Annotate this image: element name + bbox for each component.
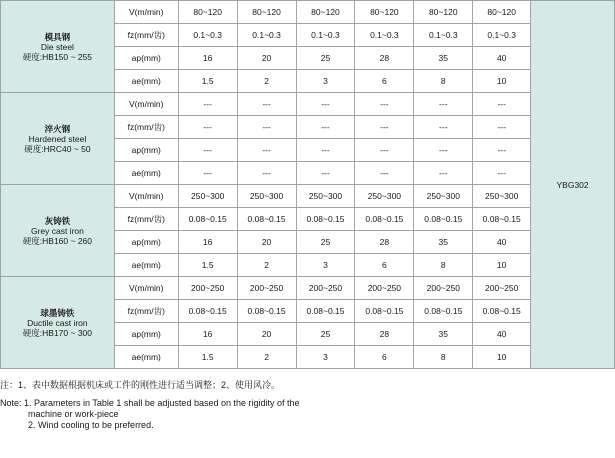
value-cell: 0.08~0.15: [414, 300, 473, 323]
value-cell: 28: [355, 47, 414, 70]
value-cell: 16: [178, 231, 237, 254]
parameter-label: V(m/min): [114, 185, 178, 208]
value-cell: ---: [296, 162, 355, 185]
value-cell: 0.08~0.15: [178, 300, 237, 323]
value-cell: 250~300: [473, 185, 531, 208]
material-name-cn: 灰铸铁: [44, 215, 71, 226]
value-cell: ---: [414, 116, 473, 139]
value-cell: 6: [355, 254, 414, 277]
value-cell: 80~120: [414, 1, 473, 24]
value-cell: 40: [473, 231, 531, 254]
table-body: [1, 1, 615, 369]
value-cell: 0.1~0.3: [414, 24, 473, 47]
parameter-label: V(m/min): [114, 1, 178, 24]
value-cell: 1.5: [178, 254, 237, 277]
value-cell: 200~250: [414, 277, 473, 300]
value-cell: 200~250: [355, 277, 414, 300]
value-cell: 250~300: [296, 185, 355, 208]
value-cell: 10: [473, 254, 531, 277]
value-cell: 3: [296, 346, 355, 369]
value-cell: ---: [296, 116, 355, 139]
material-cell: [1, 185, 115, 277]
value-cell: ---: [178, 93, 237, 116]
parameter-label: ap(mm): [114, 139, 178, 162]
table-row: [1, 93, 615, 116]
value-cell: ---: [178, 162, 237, 185]
value-cell: ---: [414, 139, 473, 162]
value-cell: 80~120: [355, 1, 414, 24]
material-hardness: 硬度:HB150 ~ 255: [22, 51, 93, 62]
value-cell: 0.1~0.3: [237, 24, 296, 47]
value-cell: ---: [473, 93, 531, 116]
value-cell: ---: [178, 116, 237, 139]
parameter-label: fz(mm/齿): [114, 300, 178, 323]
value-cell: 0.08~0.15: [473, 208, 531, 231]
value-cell: 10: [473, 70, 531, 93]
value-cell: ---: [355, 162, 414, 185]
value-cell: 0.08~0.15: [473, 300, 531, 323]
value-cell: ---: [473, 139, 531, 162]
parameter-label: ae(mm): [114, 346, 178, 369]
parameter-label: ap(mm): [114, 47, 178, 70]
value-cell: ---: [355, 139, 414, 162]
material-name-en: Hardened steel: [28, 133, 87, 144]
value-cell: 20: [237, 231, 296, 254]
table-row: [1, 1, 615, 24]
value-cell: 250~300: [355, 185, 414, 208]
value-cell: 0.1~0.3: [296, 24, 355, 47]
value-cell: ---: [355, 93, 414, 116]
value-cell: 16: [178, 47, 237, 70]
value-cell: ---: [237, 162, 296, 185]
parameter-label: ae(mm): [114, 70, 178, 93]
value-cell: 0.08~0.15: [237, 208, 296, 231]
parameter-label: ae(mm): [114, 162, 178, 185]
value-cell: 2: [237, 254, 296, 277]
value-cell: ---: [237, 116, 296, 139]
note-english-line-3: 2. Wind cooling to be preferred.: [28, 420, 154, 430]
material-hardness: 硬度:HB160 ~ 260: [22, 235, 93, 246]
note-english-line-1: Note: 1. Parameters in Table 1 shall be adjusted based on the rigidity of the: [0, 398, 300, 408]
parameter-label: ap(mm): [114, 323, 178, 346]
value-cell: 250~300: [414, 185, 473, 208]
value-cell: 35: [414, 231, 473, 254]
value-cell: ---: [237, 93, 296, 116]
value-cell: ---: [473, 162, 531, 185]
value-cell: 0.1~0.3: [355, 24, 414, 47]
value-cell: 28: [355, 231, 414, 254]
value-cell: 25: [296, 323, 355, 346]
material-name-en: Grey cast iron: [30, 225, 84, 236]
value-cell: 200~250: [473, 277, 531, 300]
value-cell: 25: [296, 231, 355, 254]
note-english-line-2: machine or work-piece: [28, 409, 119, 419]
value-cell: 250~300: [178, 185, 237, 208]
note-chinese: 注：1、表中数据根据机床或工件的刚性进行适当调整；2、使用风冷。: [0, 380, 281, 390]
material-cell: [1, 1, 115, 93]
parameter-label: fz(mm/齿): [114, 208, 178, 231]
value-cell: 80~120: [473, 1, 531, 24]
parameter-label: ae(mm): [114, 254, 178, 277]
value-cell: 200~250: [237, 277, 296, 300]
value-cell: 16: [178, 323, 237, 346]
material-name-en: Die steel: [40, 41, 74, 52]
value-cell: ---: [178, 139, 237, 162]
value-cell: 1.5: [178, 70, 237, 93]
value-cell: 8: [414, 346, 473, 369]
value-cell: 25: [296, 47, 355, 70]
value-cell: 40: [473, 323, 531, 346]
value-cell: 35: [414, 323, 473, 346]
value-cell: 250~300: [237, 185, 296, 208]
value-cell: ---: [355, 116, 414, 139]
value-cell: 0.1~0.3: [178, 24, 237, 47]
parameter-label: V(m/min): [114, 277, 178, 300]
value-cell: ---: [414, 93, 473, 116]
value-cell: 8: [414, 254, 473, 277]
value-cell: 80~120: [237, 1, 296, 24]
material-name-en: Ductile cast iron: [27, 317, 88, 328]
value-cell: 20: [237, 47, 296, 70]
value-cell: 6: [355, 70, 414, 93]
value-cell: ---: [473, 116, 531, 139]
value-cell: 0.08~0.15: [355, 300, 414, 323]
material-cell: [1, 93, 115, 185]
value-cell: 0.08~0.15: [414, 208, 473, 231]
value-cell: 0.1~0.3: [473, 24, 531, 47]
value-cell: ---: [237, 139, 296, 162]
value-cell: 200~250: [178, 277, 237, 300]
value-cell: 0.08~0.15: [296, 300, 355, 323]
value-cell: 8: [414, 70, 473, 93]
grade-cell: YBG302: [531, 1, 615, 369]
value-cell: 2: [237, 346, 296, 369]
value-cell: 6: [355, 346, 414, 369]
value-cell: 0.08~0.15: [178, 208, 237, 231]
value-cell: 35: [414, 47, 473, 70]
value-cell: 0.08~0.15: [296, 208, 355, 231]
material-hardness: 硬度:HB170 ~ 300: [22, 327, 93, 338]
value-cell: 0.08~0.15: [355, 208, 414, 231]
parameter-label: ap(mm): [114, 231, 178, 254]
value-cell: 200~250: [296, 277, 355, 300]
value-cell: 2: [237, 70, 296, 93]
value-cell: 80~120: [296, 1, 355, 24]
value-cell: ---: [414, 162, 473, 185]
value-cell: 10: [473, 346, 531, 369]
material-name-cn: 模具钢: [44, 31, 71, 42]
table-row: [1, 185, 615, 208]
parameter-label: fz(mm/齿): [114, 24, 178, 47]
value-cell: 20: [237, 323, 296, 346]
material-cell: [1, 277, 115, 369]
value-cell: ---: [296, 139, 355, 162]
value-cell: 0.08~0.15: [237, 300, 296, 323]
material-name-cn: 淬火钢: [44, 123, 71, 134]
table-row: [1, 277, 615, 300]
material-hardness: 硬度:HRC40 ~ 50: [24, 143, 91, 154]
material-name-cn: 球墨铸铁: [40, 307, 75, 318]
value-cell: 1.5: [178, 346, 237, 369]
parameter-label: fz(mm/齿): [114, 116, 178, 139]
parameter-label: V(m/min): [114, 93, 178, 116]
value-cell: 40: [473, 47, 531, 70]
value-cell: 3: [296, 70, 355, 93]
value-cell: 80~120: [178, 1, 237, 24]
value-cell: ---: [296, 93, 355, 116]
value-cell: 28: [355, 323, 414, 346]
value-cell: 3: [296, 254, 355, 277]
